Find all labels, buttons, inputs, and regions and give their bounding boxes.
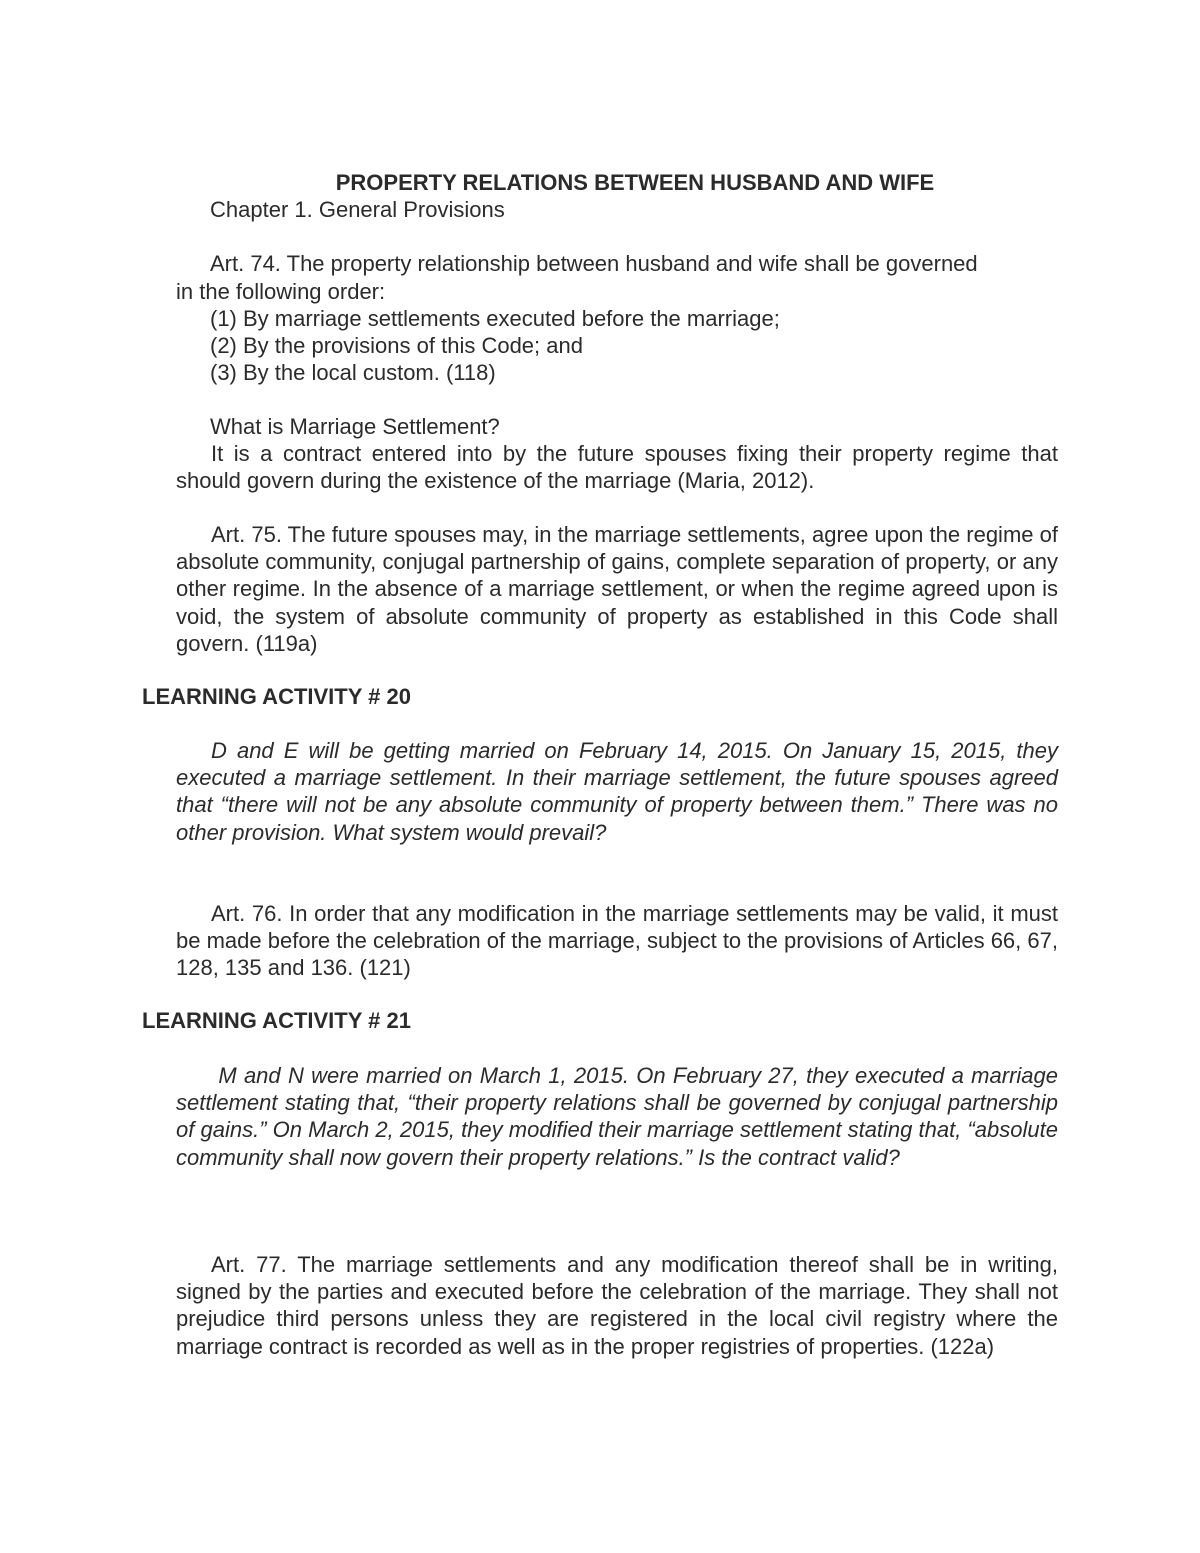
art74-item: (2) By the provisions of this Code; and	[210, 333, 583, 358]
marriage-settlement-question: What is Marriage Settlement?	[210, 414, 500, 439]
art77-paragraph: Art. 77. The marriage settlements and any modification thereof shall be in writing, signed by the parties and executed before the celebration of the marriage. They shall not prejudice third persons unless they are registered in the local civil registry where the marriage contract is recorded as well as in the proper registries of properties. (122a)	[176, 1252, 1058, 1359]
art76-paragraph: Art. 76. In order that any modification in the marriage settlements may be valid, it must be made before the celebration of the marriage, subject to the provisions of Articles 66, 67, 128, 135 and 136. (121)	[176, 901, 1058, 981]
chapter-heading: Chapter 1. General Provisions	[210, 197, 505, 222]
art75-paragraph: Art. 75. The future spouses may, in the marriage settlements, agree upon the regime of absolute community, conjugal partnership of gains, complete separation of property, or any other regime. In the absence of a marriage settlement, or when the regime agreed upon is void, the system of absolute community of property as established in this Code shall govern. (119a)	[176, 522, 1058, 656]
art74-first-line: Art. 74. The property relationship between husband and wife shall be governed	[210, 251, 978, 276]
marriage-settlement-answer: It is a contract entered into by the future spouses fixing their property regime that should govern during the existence of the marriage (Maria, 2012).	[176, 441, 1058, 494]
art74-item: (1) By marriage settlements executed before the marriage;	[210, 306, 780, 331]
learning-activity-21-heading: LEARNING ACTIVITY # 21	[142, 1008, 411, 1033]
art74-second-line: in the following order:	[176, 279, 386, 304]
art74-item: (3) By the local custom. (118)	[210, 360, 496, 385]
learning-activity-20-text: D and E will be getting married on February 14, 2015. On January 15, 2015, they executed a marriage settlement. In their marriage settlement, the future spouses agreed that “there will not be any absolute community of property between them.” There was no other provision. What system would prevail?	[176, 738, 1058, 845]
document-title: PROPERTY RELATIONS BETWEEN HUSBAND AND WIFE	[335, 170, 935, 195]
learning-activity-21-text: M and N were married on March 1, 2015. On February 27, they executed a marriage settlement stating that, “their property relations shall be governed by conjugal partnership of gains.” On March 2, 2015, they modified their marriage settlement stating that, “absolute community shall now govern their property relations.” Is the contract valid?	[176, 1063, 1065, 1170]
learning-activity-20-heading: LEARNING ACTIVITY # 20	[142, 684, 411, 709]
